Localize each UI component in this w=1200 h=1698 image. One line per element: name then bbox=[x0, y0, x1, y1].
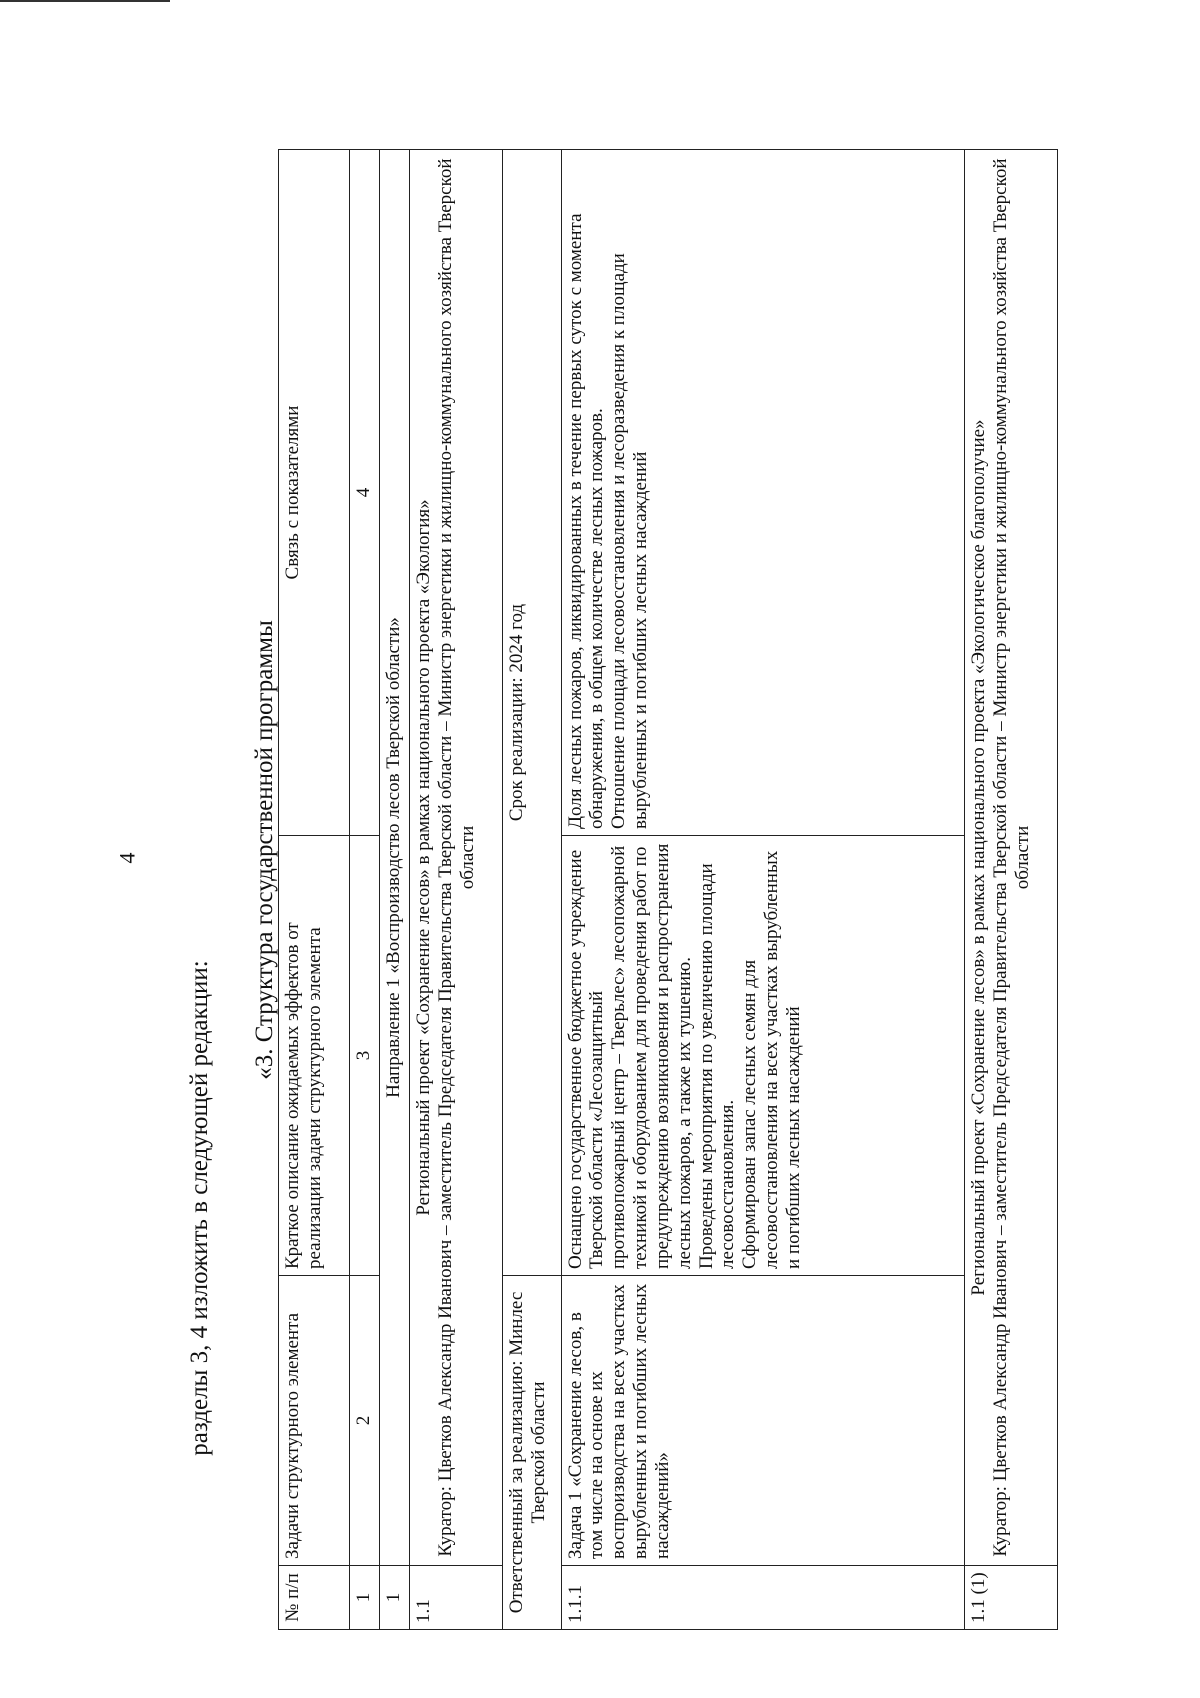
term-text: Срок реализации: 2024 год bbox=[502, 150, 561, 1276]
task-text: Задача 1 «Сохранение лесов, в том числе на основе их воспроизводства на всех участках вырубленных и погибших лесных насаждений» bbox=[561, 1276, 965, 1566]
scan-edge-mark bbox=[0, 0, 170, 2]
index-cell-2: 2 bbox=[349, 1276, 379, 1566]
structure-table bbox=[278, 149, 1058, 1630]
header-row bbox=[279, 150, 350, 1630]
project-text: Региональный проект «Сохранение лесов» в рамках национального проекта «Экология» Куратор: Цветков Александр Иванович – заместитель Председателя Правительства Тверской области – Министр энергетики и жилищно-коммунального хозяйства Тверской области bbox=[410, 150, 503, 1566]
responsible-row bbox=[502, 150, 561, 1630]
task-link: Доля лесных пожаров, ликвидированных в течение первых суток с момента обнаружения, в общем количестве лесных пожаров. Отношение площади лесовосстановления и лесоразведения к площади вырубленных и погибших лесных насаждений bbox=[561, 150, 965, 836]
header-tasks: Задачи структурного элемента bbox=[279, 1276, 350, 1566]
responsible-text: Ответственный за реализацию: Минлес Тверской области bbox=[502, 1276, 561, 1630]
task-effects: Оснащено государственное бюджетное учреждение Тверской области «Лесозащитный противопожарный центр – Тверьлес» лесопожарной техникой и оборудованием для проведения работ по предупреждению возникновения и распространения лесных пожаров, а также их тушению. Проведены мероприятия по увеличению площади лесовосстановления. Сформирован запас лесных семян для лесовосстановления на всех участках вырубленных и погибших лесных насаждений bbox=[561, 836, 965, 1276]
direction-text: Направление 1 «Воспроизводство лесов Тверской области» bbox=[379, 150, 409, 1566]
section-title: «3. Структура государственной программы bbox=[251, 620, 278, 1080]
task-row bbox=[561, 150, 965, 1630]
project2-num: 1.1 (1) bbox=[965, 1566, 1058, 1630]
index-row bbox=[349, 150, 379, 1630]
direction-row bbox=[379, 150, 409, 1630]
direction-num: 1 bbox=[379, 1566, 409, 1630]
header-link: Связь с показателями bbox=[279, 150, 350, 836]
index-cell-4: 4 bbox=[349, 150, 379, 836]
project-row bbox=[410, 150, 503, 1630]
header-num: № п/п bbox=[279, 1566, 350, 1630]
structure-table-container bbox=[278, 150, 1058, 1630]
project-num: 1.1 bbox=[410, 1566, 503, 1630]
project2-row bbox=[965, 150, 1058, 1630]
intro-text: разделы 3, 4 изложить в следующей редакции: bbox=[186, 960, 213, 1456]
index-cell-3: 3 bbox=[349, 836, 379, 1276]
header-effects: Краткое описание ожидаемых эффектов от реализации задачи структурного элемента bbox=[279, 836, 350, 1276]
project2-text: Региональный проект «Сохранение лесов» в рамках национального проекта «Экологическое благополучие» Куратор: Цветков Александр Иванович – заместитель Председателя Правительства Тверской области – Министр энергетики и жилищно-коммунального хозяйства Тверской области bbox=[965, 150, 1058, 1566]
task-num: 1.1.1 bbox=[561, 1566, 965, 1630]
page-number: 4 bbox=[114, 852, 140, 864]
index-cell-1: 1 bbox=[349, 1566, 379, 1630]
